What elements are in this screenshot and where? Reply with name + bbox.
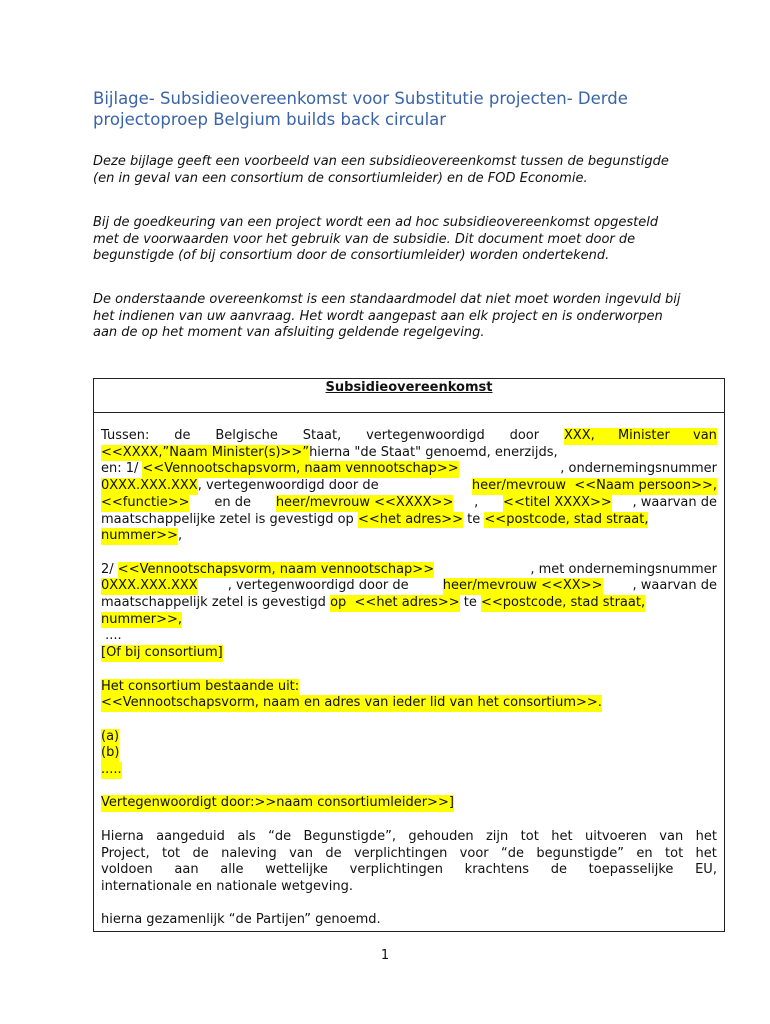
company-number-placeholder: 0XXX.XXX.XXX <box>101 478 198 494</box>
intro-paragraph-2: Bij de goedkeuring van een project wordt een ad hoc subsidieovereenkomst opgesteld met de voorwaarden voor het gebruik van de subsidie. Dit document moet door de begunstigde (of bij consortium door de consortiumleider) worden ondertekend. <box>93 215 659 263</box>
address-placeholder: <<het adres>> <box>357 511 464 527</box>
intro-paragraph-1: Deze bijlage geeft een voorbeeld van een subsidieovereenkomst tussen de begunstigde (en in geval van een consortium de consortiumleider) en de FOD Economie. <box>93 154 669 186</box>
intro-paragraph-3: De onderstaande overeenkomst is een standaardmodel dat niet moet worden ingevuld bij het indienen van uw aanvraag. Het wordt aangepast aan elk project en is onderworpen aan de op het moment van afsluiting geldende regelgeving. <box>93 292 681 340</box>
beneficiary-paragraph: Project, tot de naleving van de verplichtingen voor “de begunstigde” en tot het <box>101 845 717 861</box>
agreement-box <box>93 378 725 932</box>
parties-paragraph: hierna gezamenlijk “de Partijen” genoemd. <box>101 912 381 928</box>
company-form-placeholder: <<Vennootschapsvorm, naam vennootschap>> <box>117 561 435 577</box>
title-placeholder: <<titel XXXX>> <box>503 494 612 510</box>
function-placeholder: <<functie>> <box>101 494 190 510</box>
ellipsis: .... <box>101 628 122 644</box>
party-1-line: nummer>> , <box>101 528 183 544</box>
minister-name-placeholder: <<XXXX,”Naam Minister(s)>>” <box>101 444 310 460</box>
page-title: Bijlage- Subsidieovereenkomst voor Substitutie projecten- Derde projectoproep Belgium builds back circular <box>93 89 628 129</box>
beneficiary-paragraph: Hierna aangeduid als “de Begunstigde”, gehouden zijn tot het uitvoeren van het <box>101 828 717 844</box>
party-2-line: maatschappelijk zetel is gevestigd op <<het adres>> te <<postcode, stad straat, <box>101 595 646 611</box>
list-item: (b) <box>101 745 120 761</box>
list-item: (a) <box>101 728 120 744</box>
party-1-line: maatschappelijke zetel is gevestigd op <<het adres>> te <<postcode, stad straat, <box>101 511 649 527</box>
minister-placeholder: XXX, Minister van <box>563 428 717 443</box>
beneficiary-paragraph: voldoen aan alle wettelijke verplichtingen krachtens de toepasselijke EU, <box>101 862 717 878</box>
party-1-line: <<XXXX,”Naam Minister(s)>>” hierna "de Staat" genoemd, enerzijds, <box>101 444 558 460</box>
party-1-line: en: 1/ <<Vennootschapsvorm, naam vennootschap>> , ondernemingsnummer <box>101 461 717 477</box>
address-placeholder: op <<het adres>> <box>330 595 460 611</box>
agreement-body <box>101 428 717 929</box>
consortium-intro: Het consortium bestaande uit: <box>101 678 300 694</box>
party-1-line: Tussen: de Belgische Staat, vertegenwoordigd door XXX, Minister van <box>101 428 717 443</box>
postcode-placeholder: <<postcode, stad straat, <box>481 595 646 611</box>
party-2-line: 0XXX.XXX.XXX , vertegenwoordigd door de heer/mevrouw <<XX>> , waarvan de <box>101 578 717 594</box>
person-name-placeholder: heer/mevrouw <<Naam persoon>>, <box>471 478 717 494</box>
beneficiary-paragraph: internationale en nationale wetgeving. <box>101 878 353 894</box>
party-2-line: nummer>>, <box>101 611 183 627</box>
agreement-heading: Subsidieovereenkomst <box>94 379 724 413</box>
postcode-placeholder: <<postcode, stad straat, <box>484 511 649 527</box>
party-1-line: 0XXX.XXX.XXX , vertegenwoordigd door de heer/mevrouw <<Naam persoon>>, <box>101 478 717 494</box>
list-item: ..... <box>101 762 122 778</box>
company-form-placeholder: <<Vennootschapsvorm, naam vennootschap>> <box>142 461 459 477</box>
consortium-representative: Vertegenwoordigt door:>>naam consortiumleider>>] <box>101 795 454 811</box>
consortium-members: <<Vennootschapsvorm, naam en adres van ieder lid van het consortium>>. <box>101 695 602 711</box>
company-number-placeholder: 0XXX.XXX.XXX <box>101 578 198 594</box>
party-1-line: <<functie>> en de heer/mevrouw <<XXXX>> , <<titel XXXX>> , waarvan de <box>101 494 717 510</box>
representative-placeholder: heer/mevrouw <<XXXX>> <box>275 494 454 510</box>
party-2-line: 2/ <<Vennootschapsvorm, naam vennootschap>> , met ondernemingsnummer <box>101 561 717 577</box>
representative-placeholder: heer/mevrouw <<XX>> <box>442 578 603 594</box>
consortium-note: [Of bij consortium] <box>101 645 223 661</box>
page-number: 1 <box>380 948 390 963</box>
